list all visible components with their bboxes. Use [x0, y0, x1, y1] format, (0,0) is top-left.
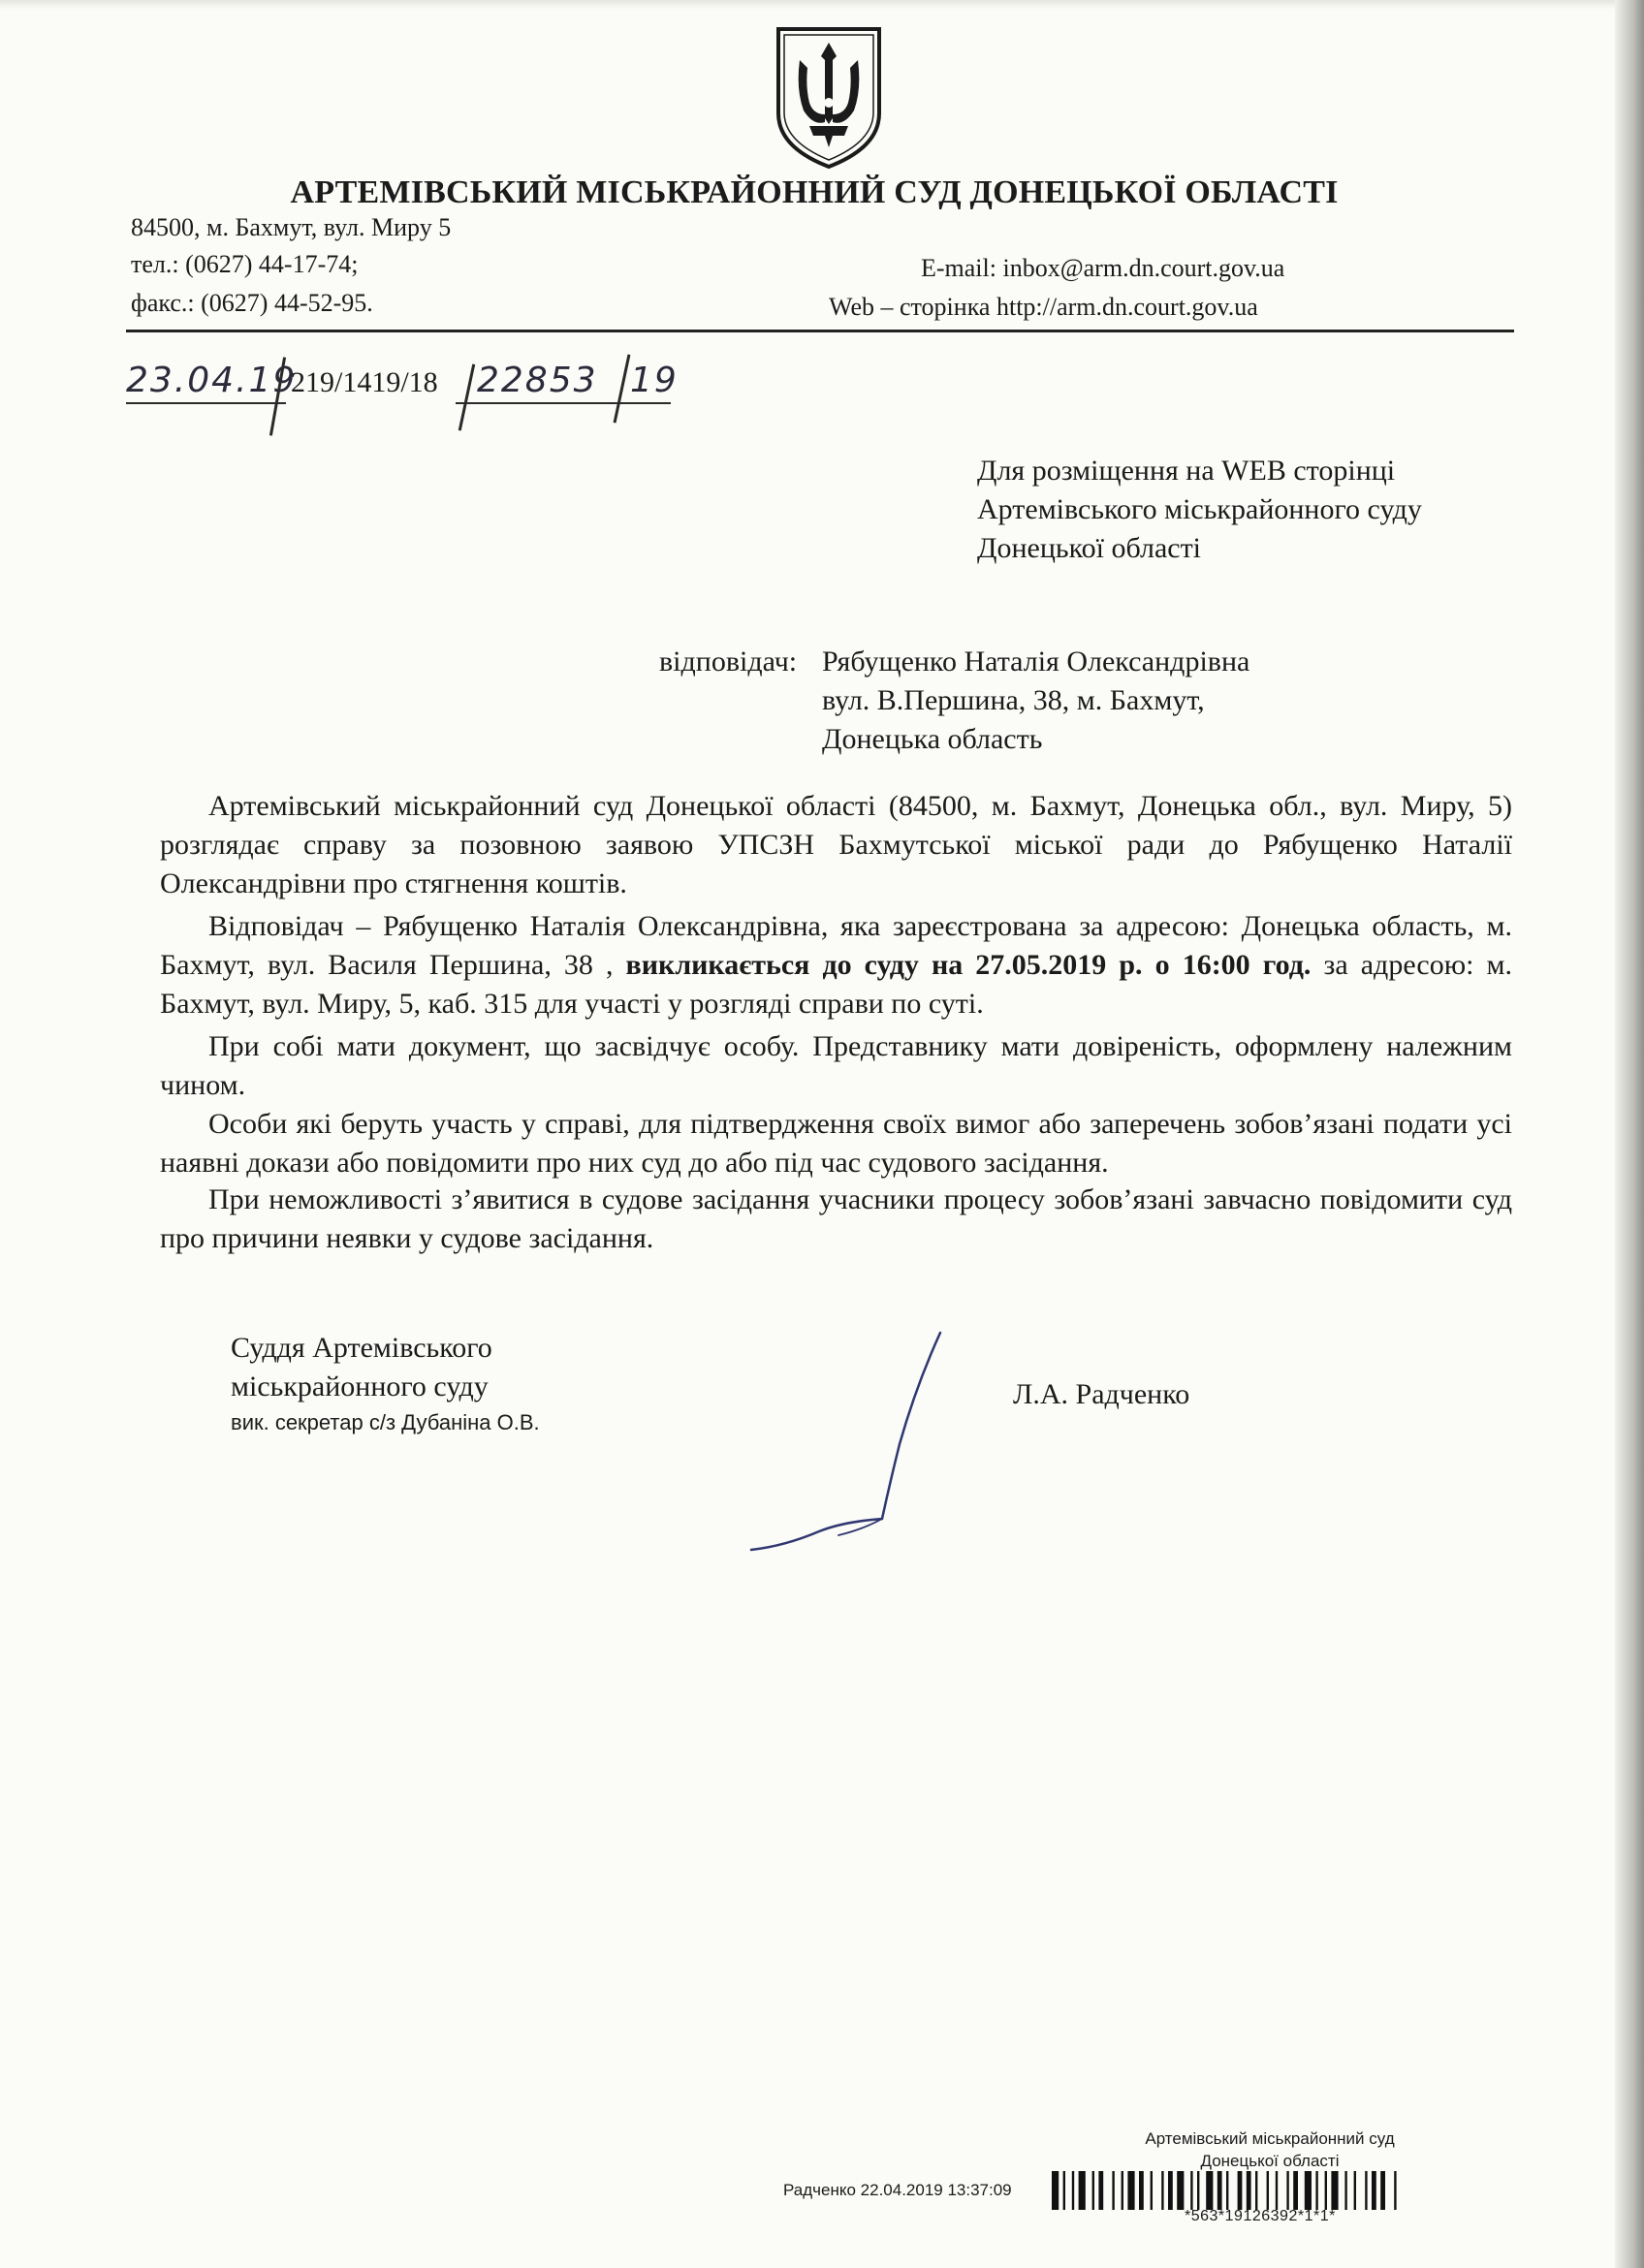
barcode-bar	[1226, 2171, 1228, 2210]
barcode-bar	[1247, 2171, 1251, 2210]
document-barcode	[1052, 2171, 1515, 2210]
number-underline	[456, 402, 671, 404]
barcode-bar	[1217, 2171, 1222, 2210]
barcode-bar	[1072, 2171, 1074, 2210]
barcode-bar	[1344, 2171, 1346, 2210]
barcode-bar	[1079, 2171, 1086, 2210]
barcode-bar	[1354, 2171, 1356, 2210]
barcode-bar	[1052, 2171, 1059, 2210]
court-fax: факс.: (0627) 44-52-95.	[131, 289, 373, 317]
header-divider	[126, 330, 1514, 332]
body-paragraph-5: При неможливості з’явитися в судове засідання учасники процесу зобов’язані завчасно повідомити суд про причини неявки у судове засідання.	[160, 1183, 1512, 1254]
barcode-bar	[1380, 2171, 1385, 2210]
barcode-bar	[1286, 2171, 1288, 2210]
barcode-bar	[1098, 2171, 1103, 2210]
barcode-bar	[1112, 2171, 1114, 2210]
body-paragraph-4: Особи які беруть участь у справі, для підтвердження своїх вимог або заперечень зобов’язані подати усі наявні докази або повідомити про них суд до або під час судового засідання.	[160, 1108, 1512, 1179]
barcode-bar	[1331, 2171, 1338, 2210]
summons-datetime: викликається до суду на 27.05.2019 р. о 16:00 год.	[625, 949, 1312, 981]
judge-role-line-2: міськрайонного суду	[231, 1370, 489, 1402]
judge-role-line-1: Суддя Артемівського	[231, 1332, 492, 1364]
court-title: АРТЕМІВСЬКИЙ МІСЬКРАЙОННИЙ СУД ДОНЕЦЬКОЇ ОБЛАСТІ	[290, 174, 1339, 210]
court-address: 84500, м. Бахмут, вул. Миру 5	[131, 213, 452, 241]
date-underline	[126, 402, 286, 404]
addressee-line-1: Для розміщення на WEB сторінці	[977, 455, 1396, 487]
barcode-bar	[1139, 2171, 1144, 2210]
footer-court-line-1: Артемівський міськрайонний суд	[1145, 2129, 1395, 2148]
barcode-bar	[1238, 2171, 1243, 2210]
respondent-name: Рябущенко Наталія Олександрівна	[822, 646, 1250, 677]
body-paragraph-1: Артемівський міськрайонний суд Донецької області (84500, м. Бахмут, Донецька обл., вул. Миру, 5) розглядає справу за позовною заявою УПСЗН Бахмутської міської ради до Рябущенко Наталії Олександрівни про стягнення коштів.	[160, 790, 1512, 899]
barcode-bar	[1177, 2171, 1184, 2210]
barcode-bar	[1190, 2171, 1192, 2210]
secretary-note: вик. секретар с/з Дубаніна О.В.	[231, 1410, 540, 1434]
barcode-bar	[1168, 2171, 1173, 2210]
barcode-bar	[1206, 2171, 1213, 2210]
barcode-bar	[1151, 2171, 1153, 2210]
court-phone: тел.: (0627) 44-17-74;	[131, 250, 359, 278]
barcode-bar	[1325, 2171, 1327, 2210]
separator-slash	[614, 354, 631, 423]
handwritten-signature	[746, 1328, 960, 1560]
barcode-bar	[1365, 2171, 1367, 2210]
addressee-line-3: Донецької області	[977, 532, 1202, 564]
case-number: 219/1419/18	[291, 366, 438, 398]
body-paragraph-3: При собі мати документ, що засвідчує особу. Представнику мати довіреність, оформлену належним чином.	[160, 1030, 1512, 1101]
separator-slash	[458, 363, 475, 430]
respondent-label: відповідач:	[659, 646, 798, 677]
barcode-bar	[1063, 2171, 1065, 2210]
scan-top-shadow	[0, 0, 1644, 10]
barcode-bar	[1267, 2171, 1269, 2210]
trident-coat-of-arms-icon	[771, 21, 887, 172]
addressee-line-2: Артемівського міськрайонного суду	[977, 493, 1422, 525]
court-website: Web – сторінка http://arm.dn.court.gov.ua	[829, 293, 1258, 321]
barcode-bar	[1197, 2171, 1199, 2210]
barcode-bar	[1293, 2171, 1298, 2210]
barcode-bar	[1394, 2171, 1396, 2210]
scan-right-edge	[1615, 0, 1644, 2268]
barcode-bar	[1092, 2171, 1094, 2210]
body-paragraph-2: Відповідач – Рябущенко Наталія Олександрівна, яка зареєстрована за адресою: Донецька область, м. Бахмут, вул. Василя Першина, 38 , викликається до суду на 27.05.2019 р. о 16:00 год. за адресою: м. Бахмут, вул. Миру, 5, каб. 315 для участі у розгляді справи по суті.	[160, 910, 1512, 1020]
barcode-code: *563*19126392*1*1*	[1185, 2208, 1336, 2224]
respondent-address-2: Донецька область	[822, 723, 1043, 755]
outgoing-number: 22853	[477, 361, 598, 400]
respondent-address-1: вул. В.Першина, 38, м. Бахмут,	[822, 684, 1205, 716]
barcode-bar	[1161, 2171, 1163, 2210]
barcode-bar	[1255, 2171, 1257, 2210]
footer-court-line-2: Донецької області	[1200, 2152, 1340, 2170]
court-email: E-mail: inbox@arm.dn.court.gov.ua	[921, 254, 1285, 282]
signed-by-timestamp: Радченко 22.04.2019 13:37:09	[783, 2181, 1012, 2199]
barcode-bar	[1122, 2171, 1123, 2210]
outgoing-year: 19	[630, 361, 679, 400]
barcode-bar	[1372, 2171, 1376, 2210]
barcode-bar	[1276, 2171, 1278, 2210]
barcode-bar	[1305, 2171, 1312, 2210]
registration-date: 23.04.19	[126, 361, 298, 400]
barcode-bar	[1127, 2171, 1134, 2210]
barcode-bar	[1315, 2171, 1317, 2210]
judge-name: Л.А. Радченко	[1013, 1378, 1190, 1410]
